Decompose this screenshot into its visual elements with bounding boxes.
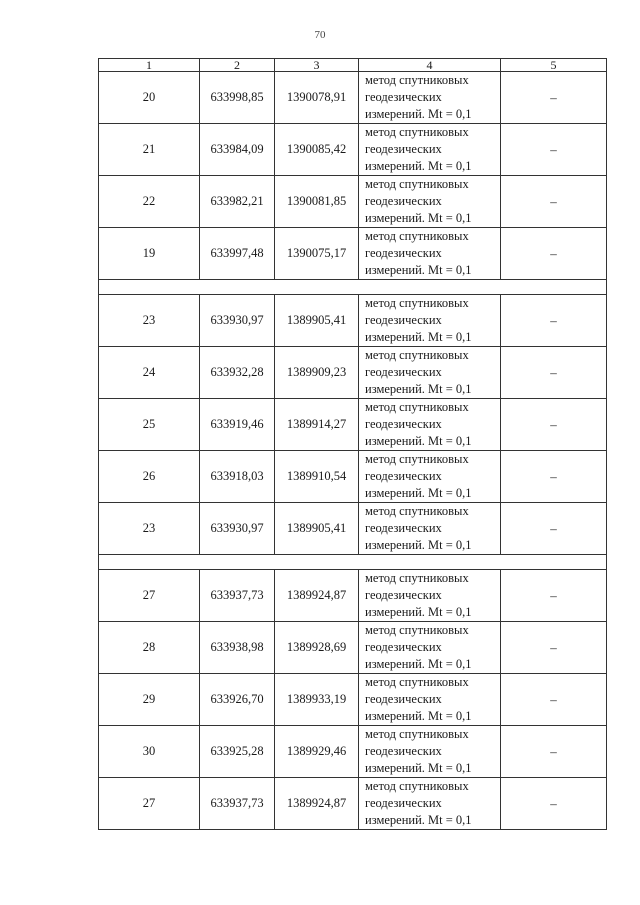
table-row — [99, 726, 607, 778]
method-line: измерений. Mt = 0,1 — [365, 657, 472, 671]
method-cell — [359, 622, 501, 674]
method-cell — [359, 124, 501, 176]
table-row — [99, 778, 607, 830]
group-separator-row — [99, 280, 607, 295]
point-number-cell: 24 — [99, 347, 200, 399]
header-col-1: 1 — [99, 59, 200, 72]
x-coordinate-cell: 633926,70 — [200, 674, 275, 726]
x-coordinate-cell: 633930,97 — [200, 295, 275, 347]
method-line: измерений. Mt = 0,1 — [365, 605, 472, 619]
method-line: измерений. Mt = 0,1 — [365, 761, 472, 775]
y-coordinate-cell: 1389933,19 — [275, 674, 359, 726]
x-coordinate-cell: 633937,73 — [200, 570, 275, 622]
table-body — [99, 72, 607, 830]
method-line: геодезических — [365, 640, 442, 654]
table-row — [99, 176, 607, 228]
y-coordinate-cell: 1389905,41 — [275, 295, 359, 347]
method-cell — [359, 399, 501, 451]
method-line: измерений. Mt = 0,1 — [365, 709, 472, 723]
group-separator-row — [99, 555, 607, 570]
note-cell: – — [501, 451, 607, 503]
method-line: измерений. Mt = 0,1 — [365, 263, 472, 277]
point-number-cell: 19 — [99, 228, 200, 280]
note-cell: – — [501, 622, 607, 674]
method-line: измерений. Mt = 0,1 — [365, 434, 472, 448]
note-cell: – — [501, 347, 607, 399]
table-row — [99, 399, 607, 451]
table-row — [99, 451, 607, 503]
y-coordinate-cell: 1389924,87 — [275, 778, 359, 830]
header-col-5: 5 — [501, 59, 607, 72]
point-number-cell: 25 — [99, 399, 200, 451]
table-row — [99, 674, 607, 726]
point-number-cell: 28 — [99, 622, 200, 674]
y-coordinate-cell: 1389924,87 — [275, 570, 359, 622]
method-line: метод спутниковых — [365, 125, 469, 139]
method-line: измерений. Mt = 0,1 — [365, 330, 472, 344]
method-cell — [359, 347, 501, 399]
header-col-2: 2 — [200, 59, 275, 72]
x-coordinate-cell: 633998,85 — [200, 72, 275, 124]
y-coordinate-cell: 1389909,23 — [275, 347, 359, 399]
method-line: измерений. Mt = 0,1 — [365, 382, 472, 396]
y-coordinate-cell: 1389929,46 — [275, 726, 359, 778]
method-line: геодезических — [365, 313, 442, 327]
note-cell: – — [501, 778, 607, 830]
method-line: геодезических — [365, 744, 442, 758]
point-number-cell: 22 — [99, 176, 200, 228]
method-line: измерений. Mt = 0,1 — [365, 211, 472, 225]
point-number-cell: 26 — [99, 451, 200, 503]
y-coordinate-cell: 1389914,27 — [275, 399, 359, 451]
x-coordinate-cell: 633937,73 — [200, 778, 275, 830]
coordinates-table — [98, 58, 607, 830]
method-cell — [359, 228, 501, 280]
method-cell — [359, 726, 501, 778]
table-row — [99, 124, 607, 176]
method-line: геодезических — [365, 521, 442, 535]
method-line: метод спутниковых — [365, 623, 469, 637]
x-coordinate-cell: 633982,21 — [200, 176, 275, 228]
x-coordinate-cell: 633930,97 — [200, 503, 275, 555]
y-coordinate-cell: 1389928,69 — [275, 622, 359, 674]
method-cell — [359, 570, 501, 622]
x-coordinate-cell: 633938,98 — [200, 622, 275, 674]
note-cell: – — [501, 399, 607, 451]
note-cell: – — [501, 503, 607, 555]
y-coordinate-cell: 1390078,91 — [275, 72, 359, 124]
method-line: измерений. Mt = 0,1 — [365, 486, 472, 500]
group-separator-cell — [99, 280, 607, 295]
x-coordinate-cell: 633984,09 — [200, 124, 275, 176]
method-line: геодезических — [365, 469, 442, 483]
x-coordinate-cell: 633918,03 — [200, 451, 275, 503]
point-number-cell: 20 — [99, 72, 200, 124]
note-cell: – — [501, 72, 607, 124]
y-coordinate-cell: 1390075,17 — [275, 228, 359, 280]
method-line: метод спутниковых — [365, 73, 469, 87]
method-cell — [359, 674, 501, 726]
method-line: геодезических — [365, 417, 442, 431]
table-row — [99, 228, 607, 280]
y-coordinate-cell: 1389910,54 — [275, 451, 359, 503]
method-line: геодезических — [365, 365, 442, 379]
table-row — [99, 72, 607, 124]
method-line: измерений. Mt = 0,1 — [365, 159, 472, 173]
table-row — [99, 347, 607, 399]
point-number-cell: 27 — [99, 570, 200, 622]
point-number-cell: 27 — [99, 778, 200, 830]
method-line: метод спутниковых — [365, 400, 469, 414]
page-number: 70 — [314, 29, 326, 41]
table-header — [99, 59, 607, 72]
x-coordinate-cell: 633925,28 — [200, 726, 275, 778]
header-col-3: 3 — [275, 59, 359, 72]
method-line: метод спутниковых — [365, 348, 469, 362]
method-line: геодезических — [365, 194, 442, 208]
method-cell — [359, 451, 501, 503]
point-number-cell: 23 — [99, 295, 200, 347]
method-line: геодезических — [365, 90, 442, 104]
y-coordinate-cell: 1390081,85 — [275, 176, 359, 228]
note-cell: – — [501, 570, 607, 622]
point-number-cell: 29 — [99, 674, 200, 726]
method-line: геодезических — [365, 588, 442, 602]
table-row — [99, 570, 607, 622]
method-line: измерений. Mt = 0,1 — [365, 107, 472, 121]
method-cell — [359, 72, 501, 124]
method-line: метод спутниковых — [365, 452, 469, 466]
x-coordinate-cell: 633919,46 — [200, 399, 275, 451]
note-cell: – — [501, 176, 607, 228]
method-line: метод спутниковых — [365, 296, 469, 310]
y-coordinate-cell: 1389905,41 — [275, 503, 359, 555]
method-line: метод спутниковых — [365, 675, 469, 689]
point-number-cell: 30 — [99, 726, 200, 778]
header-row — [99, 59, 607, 72]
x-coordinate-cell: 633932,28 — [200, 347, 275, 399]
table-row — [99, 622, 607, 674]
method-line: метод спутниковых — [365, 727, 469, 741]
method-line: метод спутниковых — [365, 177, 469, 191]
method-line: метод спутниковых — [365, 229, 469, 243]
method-line: метод спутниковых — [365, 571, 469, 585]
method-line: метод спутниковых — [365, 504, 469, 518]
method-line: измерений. Mt = 0,1 — [365, 813, 472, 827]
method-line: измерений. Mt = 0,1 — [365, 538, 472, 552]
point-number-cell: 21 — [99, 124, 200, 176]
method-line: геодезических — [365, 246, 442, 260]
method-line: метод спутниковых — [365, 779, 469, 793]
method-cell — [359, 778, 501, 830]
method-cell — [359, 295, 501, 347]
method-line: геодезических — [365, 142, 442, 156]
note-cell: – — [501, 124, 607, 176]
point-number-cell: 23 — [99, 503, 200, 555]
x-coordinate-cell: 633997,48 — [200, 228, 275, 280]
table-row — [99, 503, 607, 555]
group-separator-cell — [99, 555, 607, 570]
method-cell — [359, 176, 501, 228]
y-coordinate-cell: 1390085,42 — [275, 124, 359, 176]
note-cell: – — [501, 228, 607, 280]
method-line: геодезических — [365, 692, 442, 706]
header-col-4: 4 — [359, 59, 501, 72]
note-cell: – — [501, 674, 607, 726]
table-row — [99, 295, 607, 347]
note-cell: – — [501, 295, 607, 347]
note-cell: – — [501, 726, 607, 778]
method-line: геодезических — [365, 796, 442, 810]
method-cell — [359, 503, 501, 555]
